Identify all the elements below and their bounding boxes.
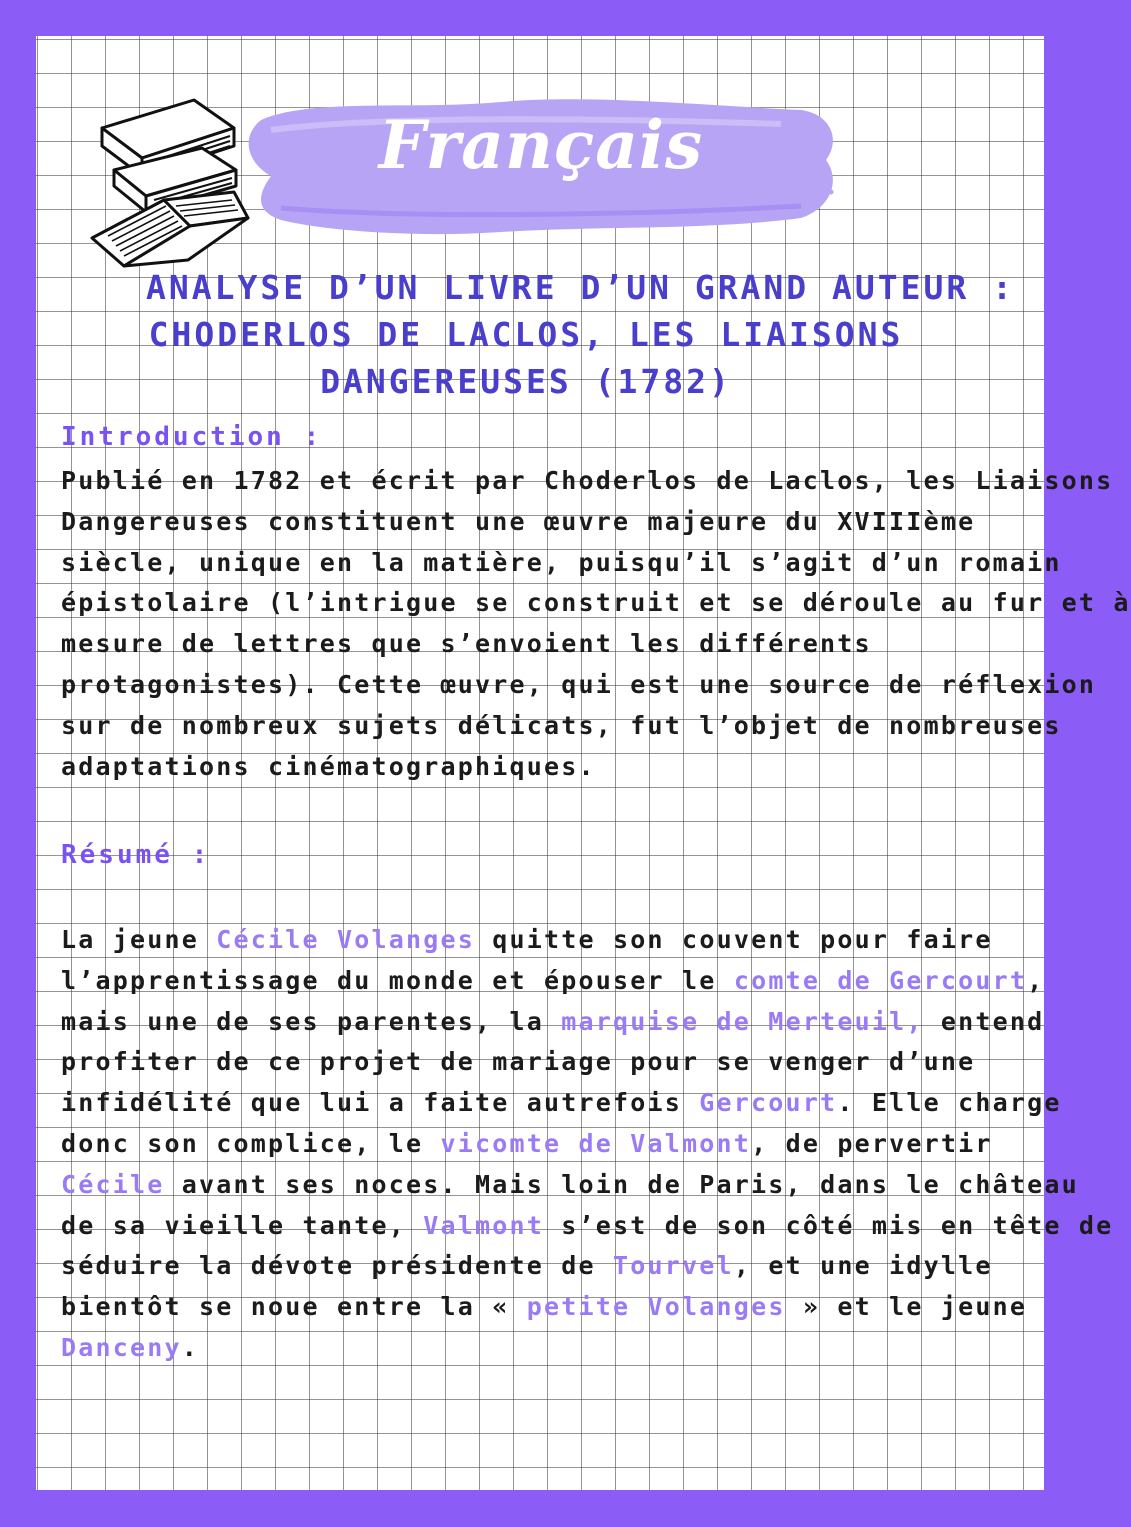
heading-line: CHODERLOS DE LACLOS, LES LIAISONS — [148, 315, 904, 354]
line-text: , — [1027, 965, 1045, 995]
line-text: de sa vieille tante, — [61, 1210, 424, 1240]
grid-paper-page — [36, 36, 1131, 1490]
heading-line: ANALYSE D’UN LIVRE D’UN GRAND AUTEUR : — [146, 268, 1015, 307]
line-text: , de pervertir — [751, 1128, 993, 1158]
text-line — [61, 1083, 1062, 1124]
text-line: siècle, unique en la matière, puisqu’il s’agit d’un romain — [61, 547, 1062, 577]
line-text: quitte son couvent pour faire — [475, 925, 993, 954]
text-line: sur de nombreux sujets délicats, fut l’objet de nombreuses — [61, 710, 1062, 740]
text-line — [61, 1246, 1026, 1287]
resume-label: Résumé : — [61, 840, 211, 870]
text-line — [61, 1328, 1026, 1369]
text-line: adaptations cinématographiques. — [61, 751, 596, 781]
line-text: infidélité que lui a faite autrefois — [61, 1088, 700, 1118]
text-line — [61, 1287, 1026, 1328]
text-line: épistolaire (l’intrigue se construit et se déroule au fur et à — [61, 588, 1131, 618]
character-name: marquise de Merteuil, — [561, 1006, 924, 1036]
text-line: mesure de lettres que s’envoient les différents — [61, 629, 872, 659]
line-text: profiter de ce projet de mariage pour se venger d’une — [61, 1047, 976, 1077]
text-line — [61, 1124, 1026, 1165]
line-text: » et le jeune — [785, 1292, 1028, 1322]
text-line — [61, 961, 1045, 1002]
text-line: Dangereuses constituent une œuvre majeure du XVIIIème — [61, 506, 976, 536]
text-line — [61, 1165, 1079, 1206]
text-line: Publié en 1782 et écrit par Choderlos de Laclos, les Liaisons — [61, 466, 1114, 495]
text-line: protagonistes). Cette œuvre, qui est une source de réflexion — [61, 669, 1097, 699]
line-text: l’apprentissage du monde et épouser le — [61, 965, 734, 995]
line-text: La jeune — [61, 925, 217, 954]
line-text: , et une idylle — [733, 1251, 993, 1281]
line-text: mais une de ses parentes, la — [61, 1006, 562, 1036]
introduction-label: Introduction : — [61, 422, 323, 452]
page-heading — [146, 264, 1015, 405]
character-name: petite Volanges — [526, 1292, 786, 1322]
line-text: . — [181, 1332, 200, 1362]
heading-line: DANGEREUSES (1782) — [320, 362, 732, 401]
introduction-paragraph — [61, 461, 1131, 787]
text-line — [61, 1206, 1114, 1247]
line-text: avant ses noces. Mais loin de Paris, dans le château — [164, 1169, 1079, 1199]
character-name: Valmont — [423, 1210, 545, 1240]
line-text: bientôt se noue entre la « — [61, 1292, 527, 1322]
books-icon — [84, 88, 254, 273]
line-text: . Elle charge — [837, 1088, 1062, 1118]
character-name: Danceny — [61, 1332, 182, 1362]
character-name: Cécile — [61, 1169, 165, 1199]
line-text: donc son complice, le — [61, 1128, 441, 1158]
line-text: entend — [923, 1006, 1045, 1036]
character-name: comte de Gercourt — [733, 965, 1028, 995]
character-name: Gercourt — [699, 1088, 838, 1118]
line-text: s’est de son côté mis en tête de — [544, 1210, 1114, 1240]
text-line — [61, 920, 1026, 961]
text-line — [61, 1002, 1045, 1043]
line-text: séduire la dévote présidente de — [61, 1251, 614, 1281]
character-name: Cécile Volanges — [216, 925, 476, 954]
text-line — [61, 1042, 1026, 1083]
subject-title: Français — [378, 106, 704, 184]
resume-paragraph — [61, 920, 1114, 1369]
character-name: Tourvel — [613, 1251, 734, 1281]
character-name: vicomte de Valmont — [440, 1128, 752, 1158]
